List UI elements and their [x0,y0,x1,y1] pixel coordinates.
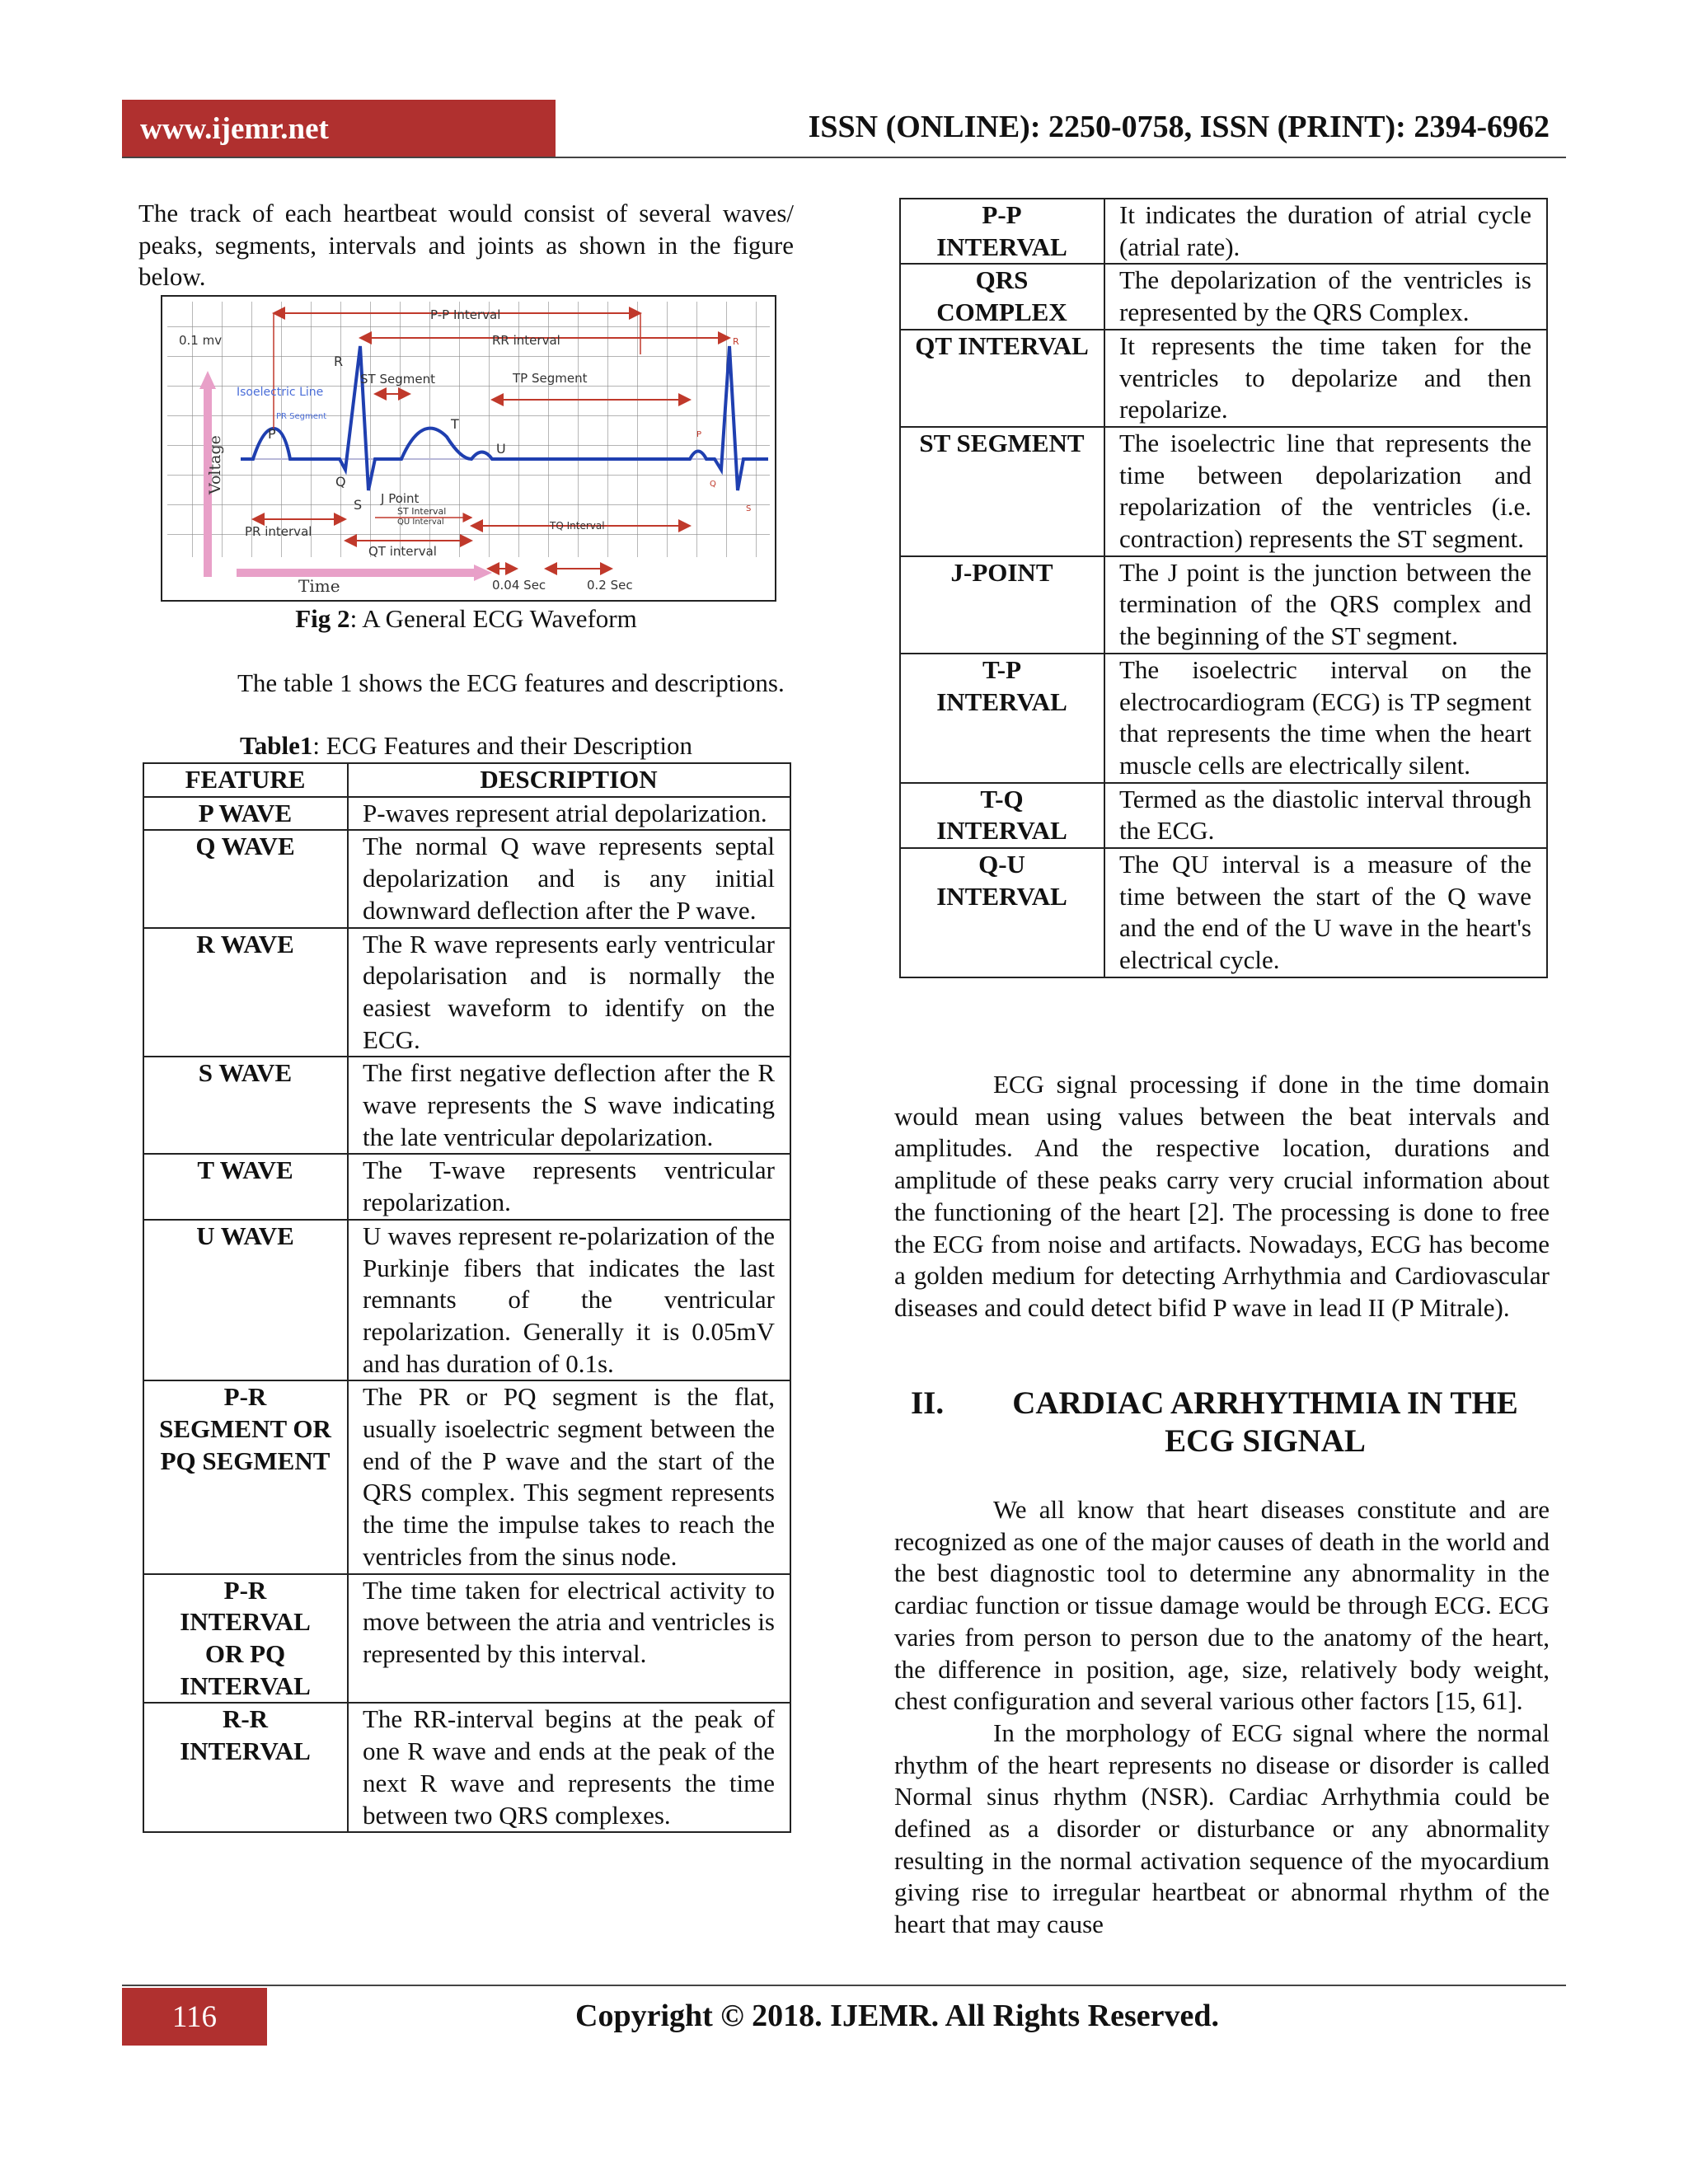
table-row [143,1220,790,1381]
table-row [900,783,1547,848]
qt-interval-label: QT interval [368,544,437,559]
ecg-figure [161,295,776,602]
feature-cell: P WAVE [143,797,348,831]
description-cell: P-waves represent atrial depolarization. [348,797,790,831]
ecg-diagram [162,297,775,600]
description-cell: The isoelectric interval on the electrocardiogram (ECG) is TP segment that represents the time when the heart muscle cells are electrically silent. [1104,654,1547,783]
feature-cell: P-R INTERVAL OR PQ INTERVAL [143,1574,348,1704]
pp-interval-label: P-P Interval [430,307,501,322]
table-row [143,1154,790,1219]
q-wave-label: Q [335,474,346,490]
table-row [143,1057,790,1154]
morphology-paragraph: In the morphology of ECG signal where the normal rhythm of the heart represents no disease or disorder is called Normal sinus rhythm (NSR). Cardiac Arrhythmia could be defined as a disorder or disturbance or any abnormality resulting in the normal activation sequence of the myocardium giving rise to irregular heartbeat or abnormal rhythm of the heart that may cause [894,1718,1550,1939]
section-title: CARDIAC ARRHYTHMIA IN THE ECG SIGNAL [1012,1385,1518,1459]
description-cell: The isoelectric line that represents the time between depolarization and repolarization of the ventricles (i.e. contraction) represents the ST segment. [1104,427,1547,556]
heart-disease-paragraph: We all know that heart diseases constitute and are recognized as one of the major causes of death in the world and the best diagnostic tool to determine any abnormality in the cardiac function or tissue damage would be through ECG. ECG varies from person to person due to the anatomy of the heart, the difference in position, age, size, relatively body weight, chest configuration and several various other factors [15, 61]. [894,1495,1550,1716]
table-row [900,427,1547,556]
feature-cell: P-P INTERVAL [900,199,1104,264]
isoelectric-label: Isoelectric Line [237,386,324,399]
feature-cell: S WAVE [143,1057,348,1154]
description-cell: The QU interval is a measure of the time between the start of the Q wave and the end of the U wave in the heart's electrical cycle. [1104,848,1547,977]
section-body [894,1494,1550,1941]
feature-cell: Q-U INTERVAL [900,848,1104,977]
table-caption [138,731,794,761]
table-row [900,556,1547,654]
qu-interval-label: QU Interval [397,518,444,527]
feature-cell: J-POINT [900,556,1104,654]
p-wave-label: P [268,426,276,442]
description-cell: The T-wave represents ventricular repolarization. [348,1154,790,1219]
table-row [900,199,1547,264]
j-point-label: J Point [381,491,420,506]
table-row [900,264,1547,329]
table-caption-label: Table1 [239,731,313,760]
q-wave-label-2: Q [710,480,716,489]
description-cell: The time taken for electrical activity to move between the atria and ventricles is represented by this interval. [348,1574,790,1704]
table-row [143,928,790,1057]
table-row [143,797,790,831]
table-row [143,830,790,927]
r-peak-label-2: R [733,336,739,347]
description-cell: The RR-interval begins at the peak of one R wave and ends at the peak of the next R wave and represents the time between two QRS complexes. [348,1703,790,1832]
header-divider [122,157,1566,158]
description-cell: It indicates the duration of atrial cycle (atrial rate). [1104,199,1547,264]
st-segment-label: ST Segment [360,372,435,387]
figure-caption [138,604,794,634]
pr-segment-label: PR Segment [276,412,327,421]
rr-interval-label: RR interval [492,333,560,348]
s-wave-label: S [354,497,363,513]
table-row [143,1380,790,1573]
r-peak-label: R [334,354,344,369]
features-table-continued [899,198,1548,978]
s-wave-label-2: S [746,504,752,513]
description-cell: The J point is the junction between the termination of the QRS complex and the beginning of the ST segment. [1104,556,1547,654]
features-table [143,762,791,1833]
description-cell: The PR or PQ segment is the flat, usually isoelectric segment between the end of the P wave and the start of the QRS complex. This segment represents the time the impulse takes to reach the ventricles from the sinus node. [348,1380,790,1573]
table-row [143,1703,790,1832]
intro-paragraph: The track of each heartbeat would consist of several waves/ peaks, segments, intervals and joints as shown in the figure below. [138,199,794,292]
feature-cell: U WAVE [143,1220,348,1381]
p-wave-label-2: P [696,430,702,439]
scale-004-label: 0.04 Sec [492,578,546,593]
table-row [143,1574,790,1704]
table-intro-paragraph: The table 1 shows the ECG features and descriptions. [237,668,785,697]
feature-cell: Q WAVE [143,830,348,927]
table-row [900,330,1547,427]
processing-paragraph: ECG signal processing if done in the time domain would mean using values between the beat intervals and amplitudes. And the respective location, durations and amplitude of these peaks carry very crucial information about the functioning of the heart [2]. The processing is done to free the ECG from noise and artifacts. Nowadays, ECG has become a golden medium for detecting Arrhythmia and Cardiovascular diseases and could detect bifid P wave in lead II (P Mitrale). [894,1070,1550,1322]
description-cell: Termed as the diastolic interval through the ECG. [1104,783,1547,848]
description-cell: The depolarization of the ventricles is represented by the QRS Complex. [1104,264,1547,329]
feature-cell: P-R SEGMENT OR PQ SEGMENT [143,1380,348,1573]
st-interval-label: ST Interval [397,506,447,517]
table-header-row [143,763,790,797]
feature-cell: T-P INTERVAL [900,654,1104,783]
feature-cell: QRS COMPLEX [900,264,1104,329]
copyright-text: Copyright © 2018. IJEMR. All Rights Reserved. [575,1999,1219,2033]
issn-text: ISSN (ONLINE): 2250-0758, ISSN (PRINT): 2394-6962 [808,110,1550,144]
figure-caption-text: : A General ECG Waveform [349,604,637,633]
feature-cell: R-R INTERVAL [143,1703,348,1832]
page-number: 116 [122,1988,267,2046]
t-wave-label: T [451,416,459,432]
description-cell: The first negative deflection after the R wave represents the S wave indicating the late ventricular depolarization. [348,1057,790,1154]
section-heading [894,1385,1550,1460]
pr-interval-label: PR interval [245,524,312,539]
header-description: DESCRIPTION [348,763,790,797]
table-row [900,654,1547,783]
description-cell: U waves represent re-polarization of the Purkinje fibers that indicates the last remnants of the ventricular repolarization. Generally it is 0.05mV and has duration of 0.1s. [348,1220,790,1381]
footer-divider [122,1985,1566,1986]
description-cell: It represents the time taken for the ventricles to depolarize and then repolarize. [1104,330,1547,427]
time-label: Time [298,576,340,596]
header-feature: FEATURE [143,763,348,797]
description-cell: The R wave represents early ventricular depolarisation and is normally the easiest waveform to identify on the ECG. [348,928,790,1057]
feature-cell: T-Q INTERVAL [900,783,1104,848]
site-url[interactable]: www.ijemr.net [122,100,556,157]
description-cell: The normal Q wave represents septal depolarization and is any initial downward deflection after the P wave. [348,830,790,927]
section-number: II. [911,1385,945,1421]
tq-interval-label: TQ Interval [550,520,605,532]
scale-02-label: 0.2 Sec [587,578,633,593]
u-wave-label: U [496,441,506,457]
figure-caption-label: Fig 2 [295,604,350,633]
table-row [900,848,1547,977]
feature-cell: T WAVE [143,1154,348,1219]
feature-cell: ST SEGMENT [900,427,1104,556]
feature-cell: QT INTERVAL [900,330,1104,427]
mv-label: 0.1 mv [179,333,223,348]
table-caption-text: : ECG Features and their Description [312,731,693,760]
tp-segment-label: TP Segment [513,371,588,386]
voltage-label: Voltage [206,435,224,494]
feature-cell: R WAVE [143,928,348,1057]
